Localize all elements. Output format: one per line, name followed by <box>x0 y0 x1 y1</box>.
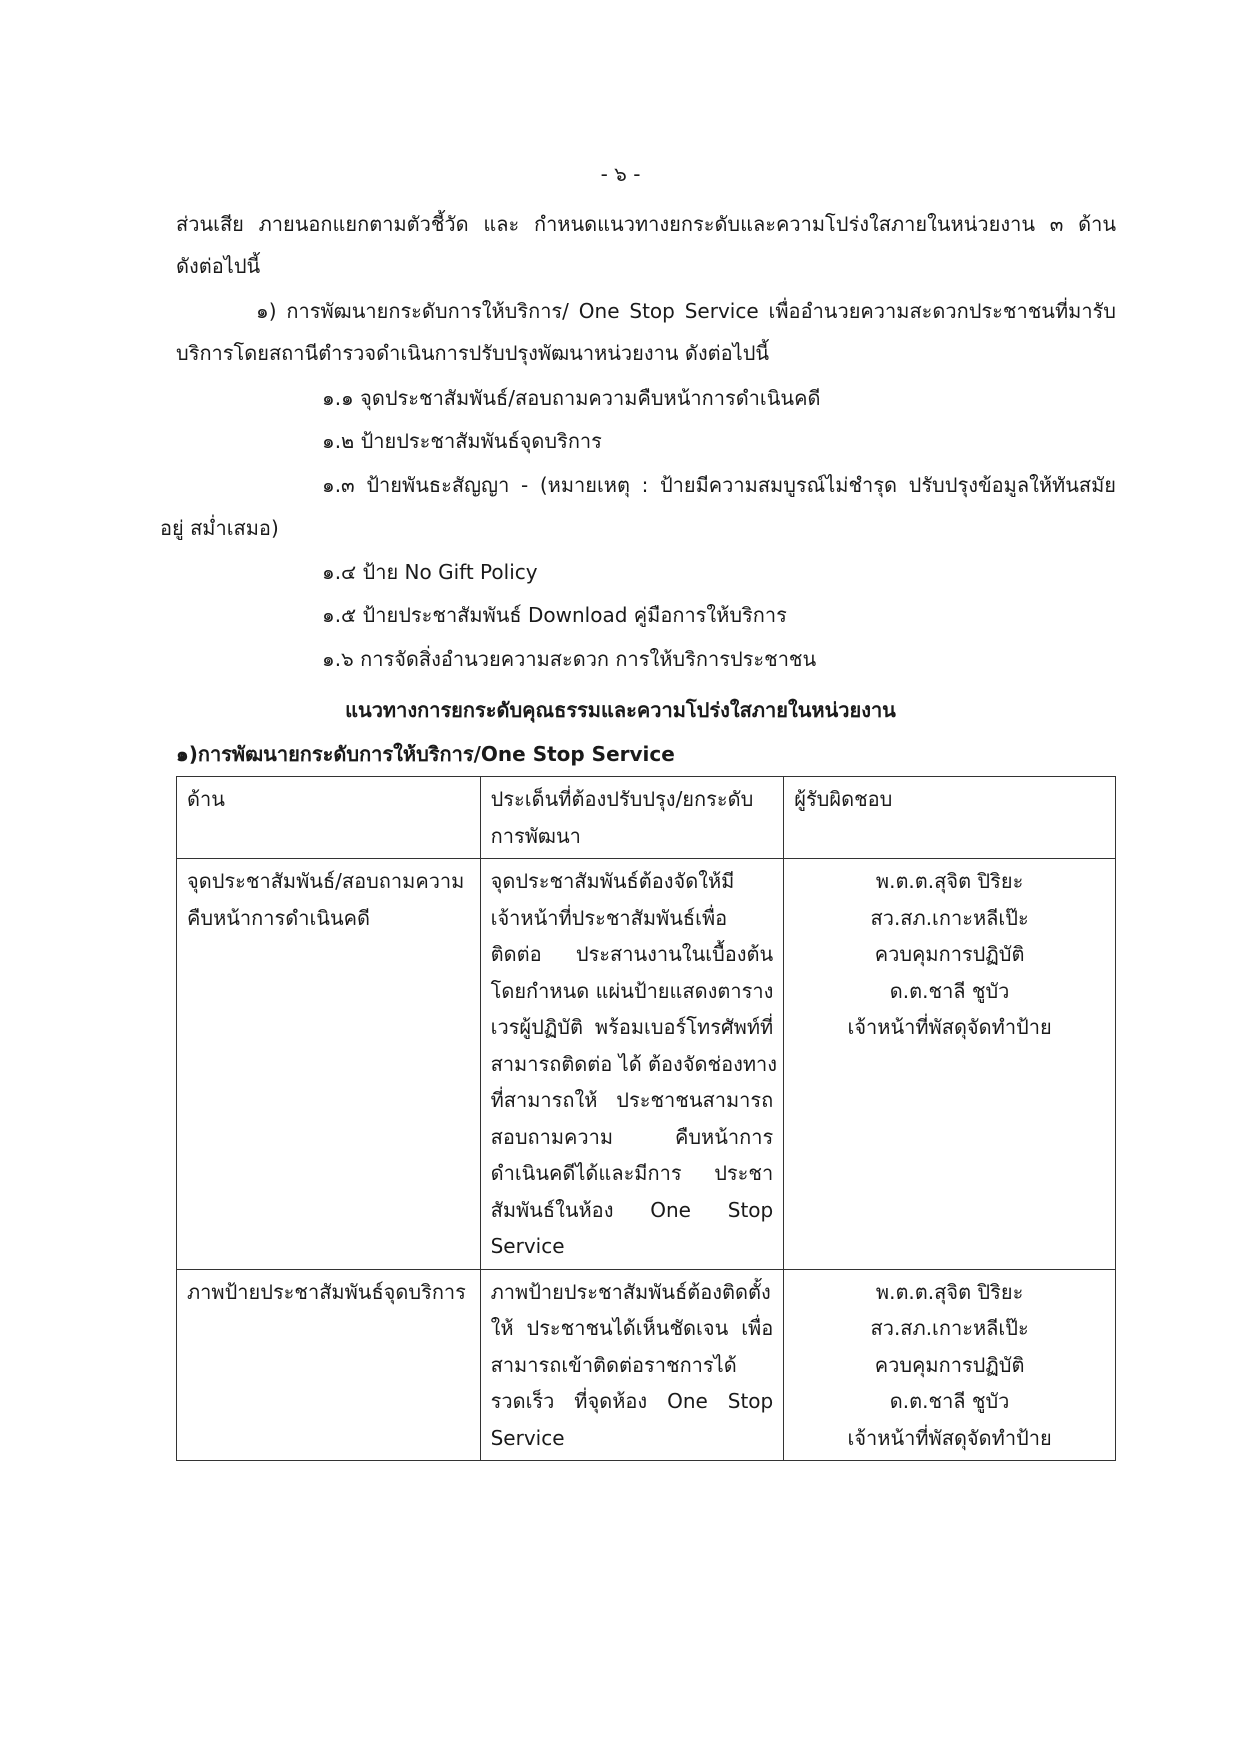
row2-topic-line: ภาพป้ายประชาสัมพันธ์จุดบริการ <box>187 1279 466 1304</box>
row2-issue-line: ให้ ประชาชนได้เห็นชัดเจน เพื่อ <box>490 1316 774 1340</box>
row1-issue <box>480 859 784 1270</box>
row2-issue-line: ภาพป้ายประชาสัมพันธ์ต้องติดตั้ง <box>490 1279 771 1304</box>
row2-issue-line: สามารถเข้าติดต่อราชการได้ <box>490 1352 737 1377</box>
row1-issue-line: สัมพันธ์ในห้อง One Stop <box>490 1197 774 1222</box>
header-issue-label-1: ประเด็นที่ต้องปรับปรุง/ยกระดับ <box>490 787 754 811</box>
row1-topic <box>177 859 481 1270</box>
sub-item-1-6: ๑.๖ การจัดสิ่งอำนวยความสะดวก การให้บริการประชาชน <box>322 647 817 671</box>
sub-item-1-1: ๑.๑ จุดประชาสัมพันธ์/สอบถามความคืบหน้าการดำเนินคดี <box>322 386 821 410</box>
row1-responsible-line: เจ้าหน้าที่พัสดุจัดทำป้าย <box>847 1015 1052 1039</box>
header-issue-label-2: การพัฒนา <box>490 823 581 848</box>
row1-issue-line: โดยกำหนด แผ่นป้ายแสดงตาราง <box>490 978 774 1003</box>
row1-topic-line: คืบหน้าการดำเนินคดี <box>187 905 371 930</box>
improvement-table <box>176 776 1116 1461</box>
intro-line-1: ส่วนเสีย ภายนอกแยกตามตัวชี้วัด และ กำหนดแนวทางยกระดับและความโปร่งใสภายในหน่วยงาน ๓ ด้าน <box>176 212 1116 236</box>
row1-issue-line: ดำเนินคดีได้และมีการ ประชา <box>490 1161 774 1185</box>
row2-responsible <box>784 1269 1116 1461</box>
row2-issue-line: Service <box>490 1425 565 1450</box>
sub-item-1-3-line-2: อยู่ สม่ำเสมอ) <box>160 516 279 540</box>
row1-issue-line: เวรผู้ปฏิบัติ พร้อมเบอร์โทรศัพท์ที่ <box>490 1015 774 1039</box>
row1-issue-line: สามารถติดต่อ ได้ ต้องจัดช่องทาง <box>490 1051 778 1076</box>
sub-item-1-3-line-1: ๑.๓ ป้ายพันธะสัญญา - (หมายเหตุ : ป้ายมีความสมบูรณ์ไม่ชำรุด ปรับปรุงข้อมูลให้ทันสมัย <box>322 473 1116 497</box>
row1-issue-line: ติดต่อ ประสานงานในเบื้องต้น <box>490 942 774 966</box>
row2-responsible-line: ควบคุมการปฏิบัติ <box>874 1352 1025 1377</box>
row1-responsible-line: สว.สภ.เกาะหลีเป๊ะ <box>870 905 1029 930</box>
row1-issue-line: สอบถามความ คืบหน้าการ <box>490 1124 774 1149</box>
row2-responsible-line: สว.สภ.เกาะหลีเป๊ะ <box>870 1316 1029 1340</box>
header-responsible-label: ผู้รับผิดชอบ <box>794 787 893 811</box>
table-row <box>177 859 1116 1270</box>
header-responsible <box>784 777 1116 859</box>
item-1-line-2: บริการโดยสถานีตำรวจดำเนินการปรับปรุงพัฒนาหน่วยงาน ดังต่อไปนี้ <box>176 341 770 365</box>
intro-line-2: ดังต่อไปนี้ <box>176 254 261 278</box>
section-subheading: ๑)การพัฒนายกระดับการให้บริการ/One Stop Service <box>176 742 675 766</box>
row2-responsible-line: ด.ต.ชาลี ชูบัว <box>889 1389 1010 1413</box>
section-heading: แนวทางการยกระดับคุณธรรมและความโปร่งใสภายในหน่วยงาน <box>345 698 896 722</box>
row1-responsible <box>784 859 1116 1270</box>
row1-issue-line: Service <box>490 1234 565 1258</box>
header-topic-label: ด้าน <box>187 787 225 811</box>
row1-issue-line: จุดประชาสัมพันธ์ต้องจัดให้มี <box>490 869 735 893</box>
row2-responsible-line: พ.ต.ต.สุจิต ปิริยะ <box>875 1279 1024 1304</box>
row1-responsible-line: ด.ต.ชาลี ชูบัว <box>889 978 1010 1003</box>
row2-issue <box>480 1269 784 1461</box>
row2-responsible-line: เจ้าหน้าที่พัสดุจัดทำป้าย <box>847 1425 1052 1450</box>
header-issue <box>480 777 784 859</box>
row1-responsible-line: ควบคุมการปฏิบัติ <box>874 942 1025 966</box>
row1-issue-line: เจ้าหน้าที่ประชาสัมพันธ์เพื่อ <box>490 905 728 930</box>
row2-topic <box>177 1269 481 1461</box>
table-header-row <box>177 777 1116 859</box>
page-number: - ๖ - <box>600 162 641 186</box>
sub-item-1-4: ๑.๔ ป้าย No Gift Policy <box>322 560 538 584</box>
header-topic <box>177 777 481 859</box>
sub-item-1-2: ๑.๒ ป้ายประชาสัมพันธ์จุดบริการ <box>322 429 602 453</box>
row1-responsible-line: พ.ต.ต.สุจิต ปิริยะ <box>875 869 1024 893</box>
row1-issue-line: ที่สามารถให้ ประชาชนสามารถ <box>490 1088 774 1112</box>
item-1-line-1: ๑) การพัฒนายกระดับการให้บริการ/ One Stop Service เพื่ออำนวยความสะดวกประชาชนที่มารับ <box>256 299 1116 323</box>
row2-issue-line: รวดเร็ว ที่จุดห้อง One Stop <box>490 1389 774 1413</box>
sub-item-1-5: ๑.๕ ป้ายประชาสัมพันธ์ Download คู่มือการให้บริการ <box>322 603 787 627</box>
row1-topic-line: จุดประชาสัมพันธ์/สอบถามความ <box>187 869 465 893</box>
table-row <box>177 1269 1116 1461</box>
